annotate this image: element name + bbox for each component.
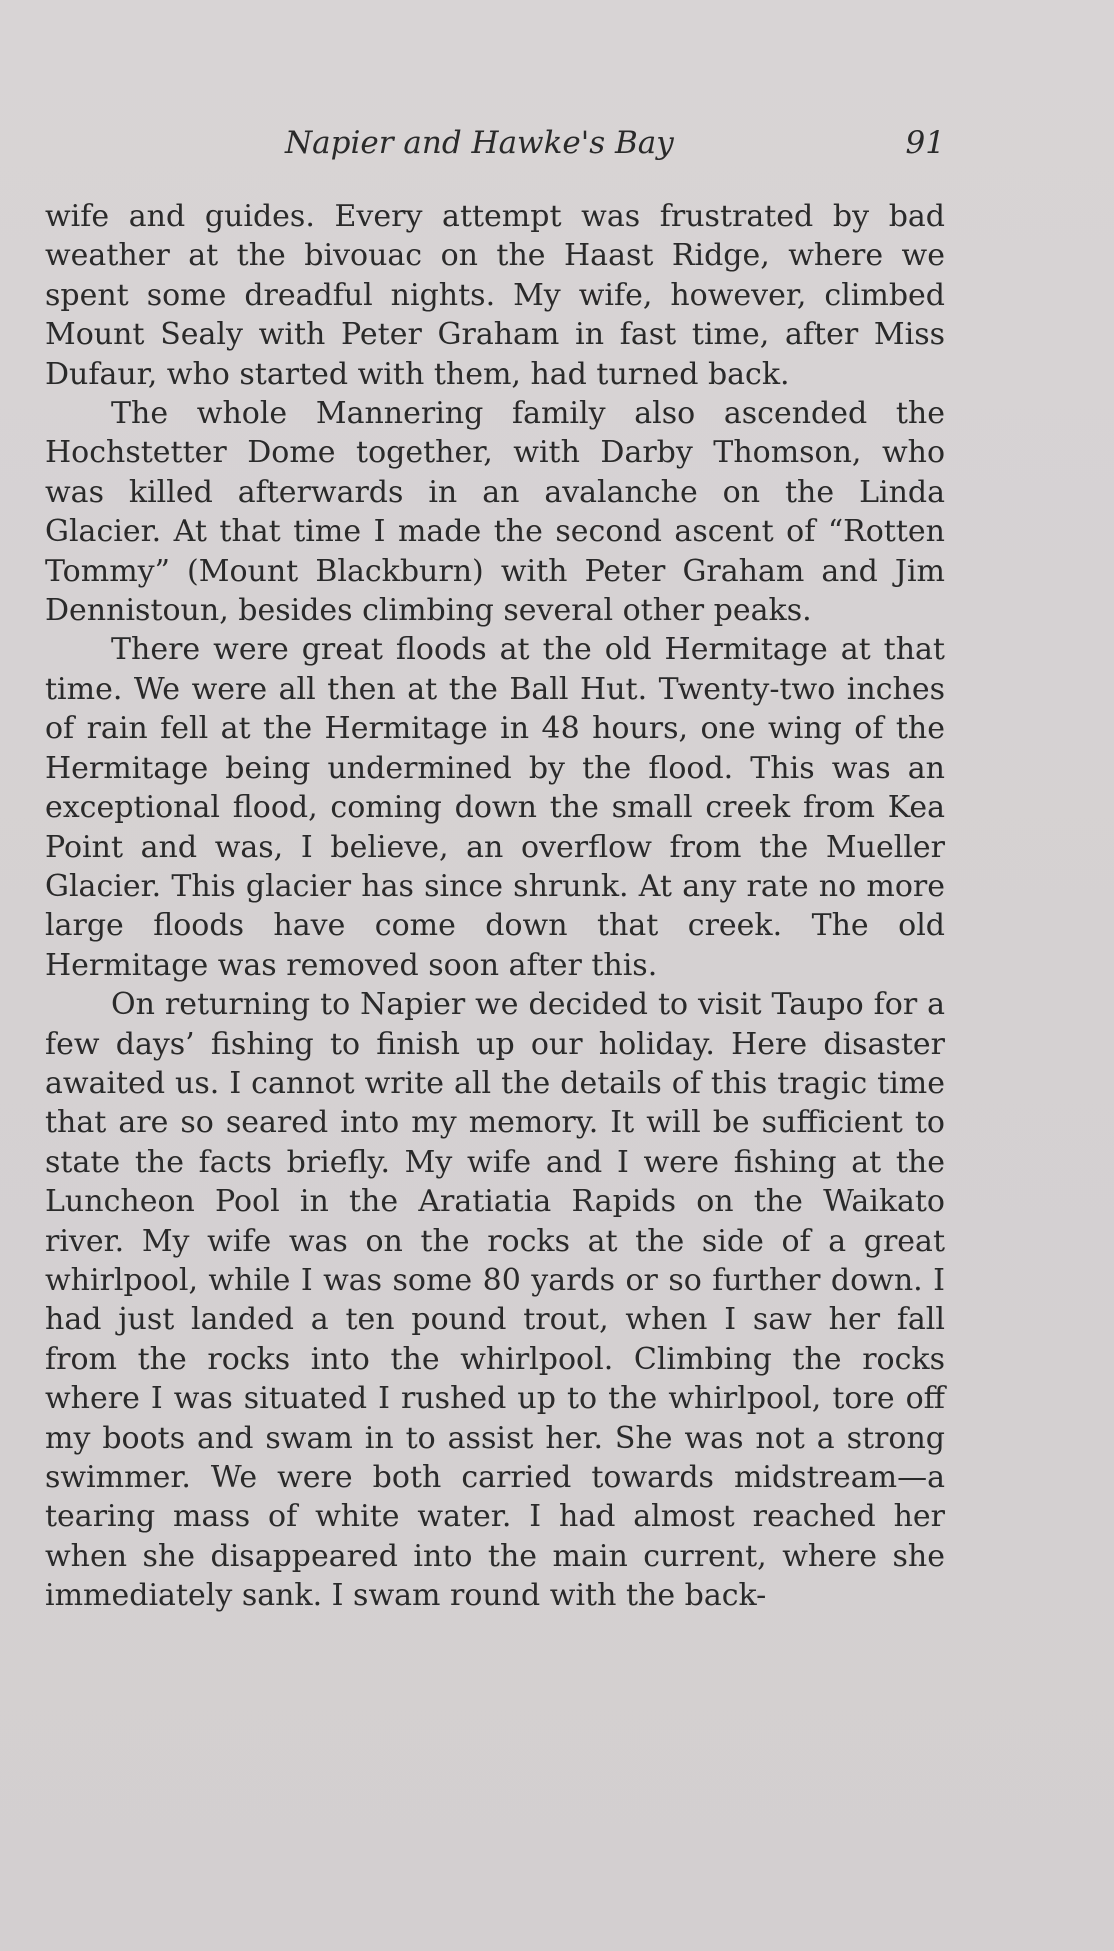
paragraph: There were great floods at the old Hermitage at that time. We were all then at the Ball Hut. Twenty-two inches of rain fell at the Hermitage in 48 hours, one wing of the Hermitage being undermined by the flood. This was an exceptional flood, coming down the small creek from Kea Point and was, I believe, an overflow from the Mueller Glacier. This glacier has since shrunk. At any rate no more large floods have come down that creek. The old Hermitage was removed soon after this.: [45, 632, 945, 983]
page-number: 91: [905, 125, 945, 161]
chapter-title: Napier and Hawke's Bay: [285, 125, 674, 161]
body-text: [45, 197, 945, 1616]
paragraph: wife and guides. Every attempt was frustrated by bad weather at the bivouac on the Haast Ridge, where we spent some dreadful nights. My wife, however, climbed Mount Sealy with Peter Graham in fast time, after Miss Dufaur, who started with them, had turned back.: [45, 199, 945, 392]
running-head: [45, 118, 945, 168]
paragraph: On returning to Napier we decided to visit Taupo for a few days’ fishing to finish up our holiday. Here disaster awaited us. I cannot write all the details of this tragic time that are so seared into my memory. It will be sufficient to state the facts briefly. My wife and I were fishing at the Luncheon Pool in the Aratiatia Rapids on the Waikato river. My wife was on the rocks at the side of a great whirlpool, while I was some 80 yards or so further down. I had just landed a ten pound trout, when I saw her fall from the rocks into the whirlpool. Climbing the rocks where I was situated I rushed up to the whirlpool, tore off my boots and swam in to assist her. She was not a strong swimmer. We were both carried towards midstream—a tearing mass of white water. I had almost reached her when she disappeared into the main current, where she immediately sank. I swam round with the back-: [45, 987, 945, 1614]
paragraph: The whole Mannering family also ascended the Hochstetter Dome together, with Darby Thomson, who was killed afterwards in an avalanche on the Linda Glacier. At that time I made the second ascent of “Rotten Tommy” (Mount Blackburn) with Peter Graham and Jim Dennistoun, besides climbing several other peaks.: [45, 396, 945, 629]
